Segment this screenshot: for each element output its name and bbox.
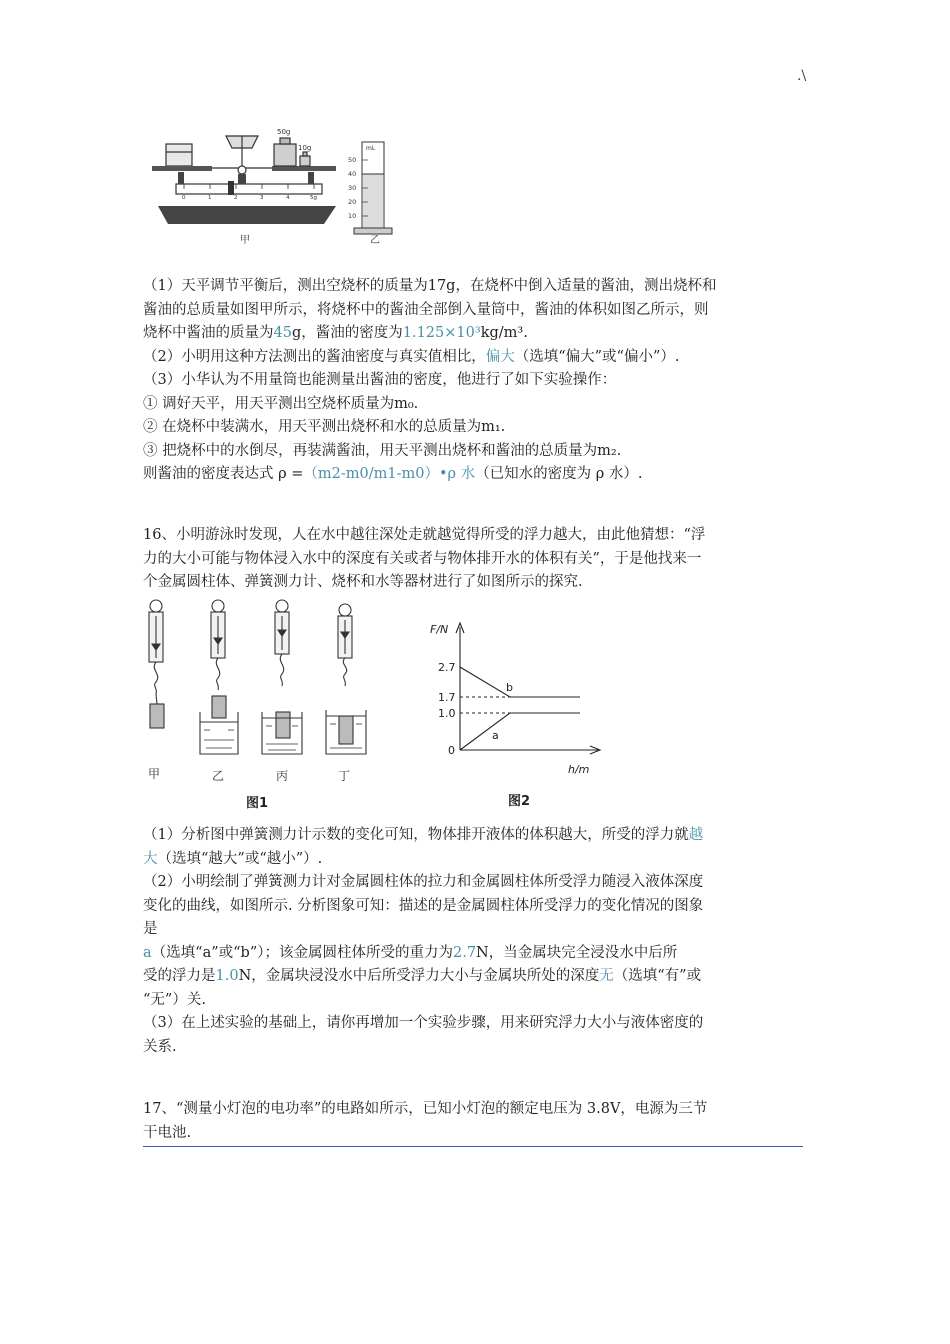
fig1-caption: 图1 <box>246 796 269 811</box>
cyl-tick: 20 <box>348 198 357 206</box>
graph-ytick: 1.0 <box>438 707 456 720</box>
q15-step: ② 在烧杯中装满水，用天平测出烧杯和水的总质量为m₁. <box>143 419 506 435</box>
q16-line: 力的大小可能与物体浸入水中的深度有关或者与物体排开水的体积有关”，于是他找来一 <box>143 550 702 567</box>
answer-larger-1: 越 <box>688 827 704 843</box>
right-pan <box>272 166 336 171</box>
answer-curve: a <box>143 944 152 961</box>
q16-line: “无”）关. <box>143 991 206 1008</box>
rider <box>228 181 234 195</box>
spring-scale-figure <box>140 598 380 788</box>
q16-line: 大（选填“越大”或“越小”）. <box>143 850 323 867</box>
q16-line: 16、小明游泳时发现，人在水中越往深处走就越觉得所受的浮力越大，由此他猜想：“浮 <box>143 527 706 543</box>
q16-line: （1）分析图中弹簧测力计示数的变化可知，物体排开液体的体积越大，所受的浮力就越 <box>143 827 704 843</box>
q16-line: 个金属圆柱体、弹簧测力计、烧杯和水等器材进行了如图所示的探究. <box>143 574 583 590</box>
answer-formula: （m2-m0/m1-m0）•ρ 水 <box>303 466 476 482</box>
scale-num: 4 <box>286 195 290 201</box>
answer-density: 1.125×10³ <box>402 325 481 341</box>
q16-line: 变化的曲线，如图所示. 分析图象可知：描述的是金属圆柱体所受浮力的变化情况的图象 <box>143 897 704 914</box>
spring-scale-3 <box>262 600 302 754</box>
q15-line: （1）天平调节平衡后，测出空烧杯的质量为17g，在烧杯中倒入适量的酱油，测出烧杯和 <box>143 278 717 294</box>
graduated-cylinder <box>354 142 392 234</box>
q15-line: （2）小明用这种方法测出的酱油密度与真实值相比，偏大（选填“偏大”或“偏小”）. <box>143 348 680 365</box>
graph-ytick: 2.7 <box>438 661 456 674</box>
curve-b-label: b <box>506 681 513 694</box>
q17-line: 干电池. <box>143 1124 192 1141</box>
q16-intro <box>143 524 808 595</box>
q17-text <box>143 1098 808 1145</box>
scale-num: 3 <box>260 195 264 201</box>
fig1-label: 甲 <box>148 767 161 781</box>
scale-num: 2 <box>234 195 238 201</box>
answer-buoyancy: 1.0 <box>215 968 239 984</box>
q16-line: 是 <box>143 921 158 937</box>
answer-mass: 45 <box>273 325 292 341</box>
graph-xlabel: h/m <box>568 763 590 776</box>
q15-line: （3）小华认为不用量筒也能测量出酱油的密度，他进行了如下实验操作： <box>143 372 617 388</box>
q16-parts <box>143 824 808 1059</box>
weights <box>274 138 310 166</box>
fig1-label: 丙 <box>276 769 289 783</box>
q16-line: （3）在上述实验的基础上，请你再增加一个实验步骤，用来研究浮力大小与液体密度的 <box>143 1015 704 1031</box>
q15-line: 则酱油的密度表达式 ρ =（m2-m0/m1-m0）•ρ 水（已知水的密度为 ρ 水）. <box>143 466 643 482</box>
q16-line: 关系. <box>143 1038 177 1055</box>
answer-weight: 2.7 <box>452 944 477 961</box>
weight-10-label: 10g <box>298 144 312 152</box>
graph-ytick: 1.7 <box>438 691 456 704</box>
divider-line <box>143 1146 803 1147</box>
q15-step: ③ 把烧杯中的水倒尽，再装满酱油，用天平测出烧杯和酱油的总质量为m₂. <box>143 442 622 459</box>
spring-scale-1 <box>149 600 164 728</box>
cylinder-label: 乙 <box>370 235 380 246</box>
q15-step: ① 调好天平，用天平测出空烧杯质量为m₀. <box>143 395 419 412</box>
scale-beam <box>176 184 322 194</box>
q17-line: 17、“测量小灯泡的电功率”的电路如所示，已知小灯泡的额定电压为 3.8V，电源为三节 <box>143 1101 708 1117</box>
scale-num: 0 <box>182 195 186 201</box>
curve-a-line <box>460 713 580 750</box>
cylinder-unit: mL <box>366 145 376 152</box>
balance-cylinder-figure <box>148 122 410 246</box>
cyl-tick: 30 <box>348 184 357 192</box>
fig1-label: 乙 <box>212 769 225 783</box>
scale-num: 5g <box>310 195 317 201</box>
scale-num: 1 <box>208 195 212 201</box>
q15-text <box>143 275 808 487</box>
graph-ytick: 0 <box>448 744 455 757</box>
corner-mark: .\ <box>797 68 807 84</box>
cyl-tick: 10 <box>348 212 357 220</box>
fig1-label: 丁 <box>338 769 351 783</box>
beaker-on-pan <box>166 144 192 166</box>
q16-line: a（选填“a”或“b”）；该金属圆柱体所受的重力为2.7N，当金属块完全浸没水中后所 <box>143 944 678 961</box>
spring-scale-4 <box>326 604 366 754</box>
weight-50-label: 50g <box>277 128 291 136</box>
balance-pointer <box>212 136 272 174</box>
curve-b-line <box>460 667 580 697</box>
answer-depth: 无 <box>599 968 614 984</box>
spring-scale-2 <box>200 600 238 754</box>
q15-line: 烧杯中酱油的质量为45g，酱油的密度为1.125×10³kg/m³. <box>143 325 528 341</box>
cyl-tick: 50 <box>348 156 357 164</box>
left-pan <box>152 166 212 171</box>
balance-label: 甲 <box>240 235 250 246</box>
cyl-tick: 40 <box>348 170 357 178</box>
fig2-caption: 图2 <box>508 794 531 809</box>
q16-line: （2）小明绘制了弹簧测力计对金属圆柱体的拉力和金属圆柱体所受浮力随浸入液体深度 <box>143 874 704 890</box>
q16-line: 受的浮力是1.0N，金属块浸没水中后所受浮力大小与金属块所处的深度无（选填“有”或 <box>143 968 702 984</box>
curve-a-label: a <box>492 729 499 742</box>
q15-line: 酱油的总质量如图甲所示，将烧杯中的酱油全部倒入量筒中，酱油的体积如图乙所示，则 <box>143 301 709 318</box>
answer-larger-2: 大 <box>143 850 158 867</box>
force-depth-graph <box>420 615 610 780</box>
graph-ylabel: F/N <box>430 623 449 636</box>
answer-bias: 偏大 <box>485 348 515 365</box>
